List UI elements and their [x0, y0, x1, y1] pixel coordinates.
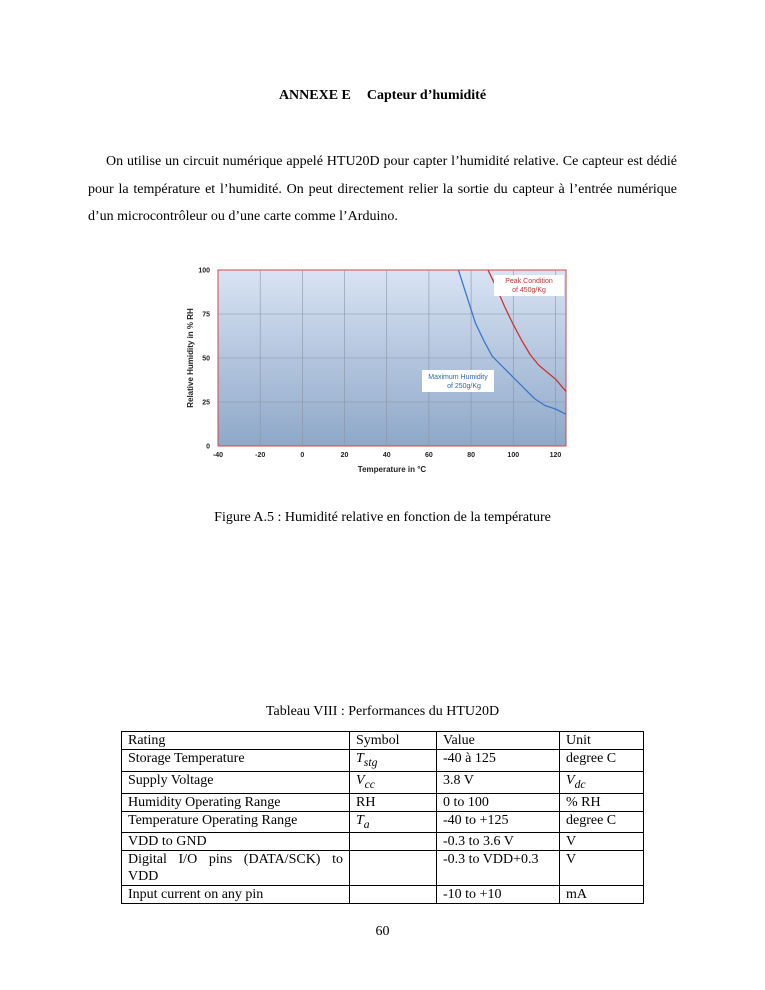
- symbol-main: T: [356, 751, 364, 766]
- symbol-main: V: [356, 772, 365, 788]
- y-tick-label: 50: [202, 355, 210, 363]
- cell-unit: % RH: [560, 793, 644, 811]
- x-tick-label: -40: [212, 452, 224, 459]
- legend-maximum-line2: of 250g/Kg: [447, 383, 481, 390]
- cell-symbol: RH: [350, 793, 437, 811]
- legend-peak-line2: of 450g/Kg: [512, 287, 546, 294]
- cell-value: -40 to +125: [437, 811, 560, 833]
- x-tick-label: 40: [382, 452, 391, 459]
- x-tick-label: 0: [300, 452, 305, 459]
- cell-rating: Digital I/O pins (DATA/SCK) to VDD: [122, 851, 350, 886]
- humidity-chart: [182, 262, 582, 478]
- cell-symbol: [350, 886, 437, 904]
- annex-heading: [0, 88, 765, 104]
- table-row: [122, 771, 644, 793]
- cell-value: 3.8 V: [437, 771, 560, 793]
- cell-rating: VDD to GND: [122, 833, 350, 851]
- symbol-main: T: [356, 812, 364, 828]
- y-axis-label: Relative Humidity in % RH: [186, 308, 195, 408]
- legend-maximum: [422, 370, 494, 392]
- y-tick-label: 75: [202, 311, 210, 319]
- cell-rating: Humidity Operating Range: [122, 793, 350, 811]
- header-unit: Unit: [560, 732, 644, 750]
- cell-unit: mA: [560, 886, 644, 904]
- x-tick-label: 100: [507, 452, 520, 459]
- header-rating: Rating: [122, 732, 350, 750]
- cell-rating: Input current on any pin: [122, 886, 350, 904]
- x-tick-label: 20: [340, 452, 349, 459]
- cell-value: -40 à 125: [437, 750, 560, 772]
- y-tick-labels: [198, 268, 210, 451]
- x-tick-labels: [213, 452, 561, 459]
- cell-symbol: [350, 750, 437, 772]
- cell-rating: Temperature Operating Range: [122, 811, 350, 833]
- unit-main: V: [566, 772, 575, 788]
- table-row: [122, 793, 644, 811]
- legend-maximum-line1: Maximum Humidity: [428, 374, 488, 381]
- table-caption: Tableau VIII : Performances du HTU20D: [265, 704, 500, 719]
- annex-title: Capteur d’humidité: [366, 88, 487, 103]
- header-value: Value: [437, 732, 560, 750]
- cell-symbol: [350, 851, 437, 886]
- annex-label: ANNEXE E: [278, 88, 351, 103]
- cell-value: -10 to +10: [437, 886, 560, 904]
- y-tick-label: 100: [198, 267, 210, 275]
- cell-unit: V: [560, 833, 644, 851]
- y-tick-label: 25: [202, 399, 210, 407]
- unit-sub: dc: [574, 777, 586, 791]
- cell-unit: V: [560, 851, 644, 886]
- cell-value: -0.3 to VDD+0.3: [437, 851, 560, 886]
- cell-value: 0 to 100: [437, 793, 560, 811]
- cell-value: -0.3 to 3.6 V: [437, 833, 560, 851]
- cell-unit: [560, 771, 644, 793]
- symbol-sub: stg: [363, 755, 378, 769]
- page-number: 60: [375, 924, 390, 939]
- x-tick-label: 120: [549, 452, 562, 459]
- intro-paragraph: On utilise un circuit numérique appelé HTU20D pour capter l’humidité relative. Ce capteur est dédié pour la température et l’humidité. On peut directement relier la sortie du capteur à l’entrée numérique d’un microcontrôleur ou d’une carte comme l’Arduino.: [88, 154, 677, 224]
- cell-symbol: [350, 811, 437, 833]
- cell-rating: Storage Temperature: [122, 750, 350, 772]
- table-row: [122, 750, 644, 772]
- table-row: [122, 811, 644, 833]
- legend-peak-line1: Peak Condition: [505, 278, 553, 285]
- table-header-row: [122, 732, 644, 750]
- y-tick-label: 0: [206, 443, 210, 451]
- x-tick-label: -20: [255, 452, 266, 459]
- table-row: [122, 851, 644, 886]
- symbol-sub: cc: [364, 777, 375, 791]
- performance-table: [121, 731, 644, 904]
- x-tick-label: 80: [467, 452, 475, 459]
- symbol-sub: a: [363, 817, 370, 831]
- legend-peak: [494, 275, 564, 296]
- cell-unit: degree C: [560, 811, 644, 833]
- cell-unit: degree C: [560, 750, 644, 772]
- cell-rating: Supply Voltage: [122, 771, 350, 793]
- cell-symbol: [350, 833, 437, 851]
- figure-caption: Figure A.5 : Humidité relative en fonction de la température: [214, 510, 551, 525]
- x-tick-label: 60: [425, 452, 433, 459]
- table-row: [122, 833, 644, 851]
- x-axis-label: Temperature in °C: [357, 465, 427, 474]
- cell-symbol: [350, 771, 437, 793]
- table-row: [122, 886, 644, 904]
- header-symbol: Symbol: [350, 732, 437, 750]
